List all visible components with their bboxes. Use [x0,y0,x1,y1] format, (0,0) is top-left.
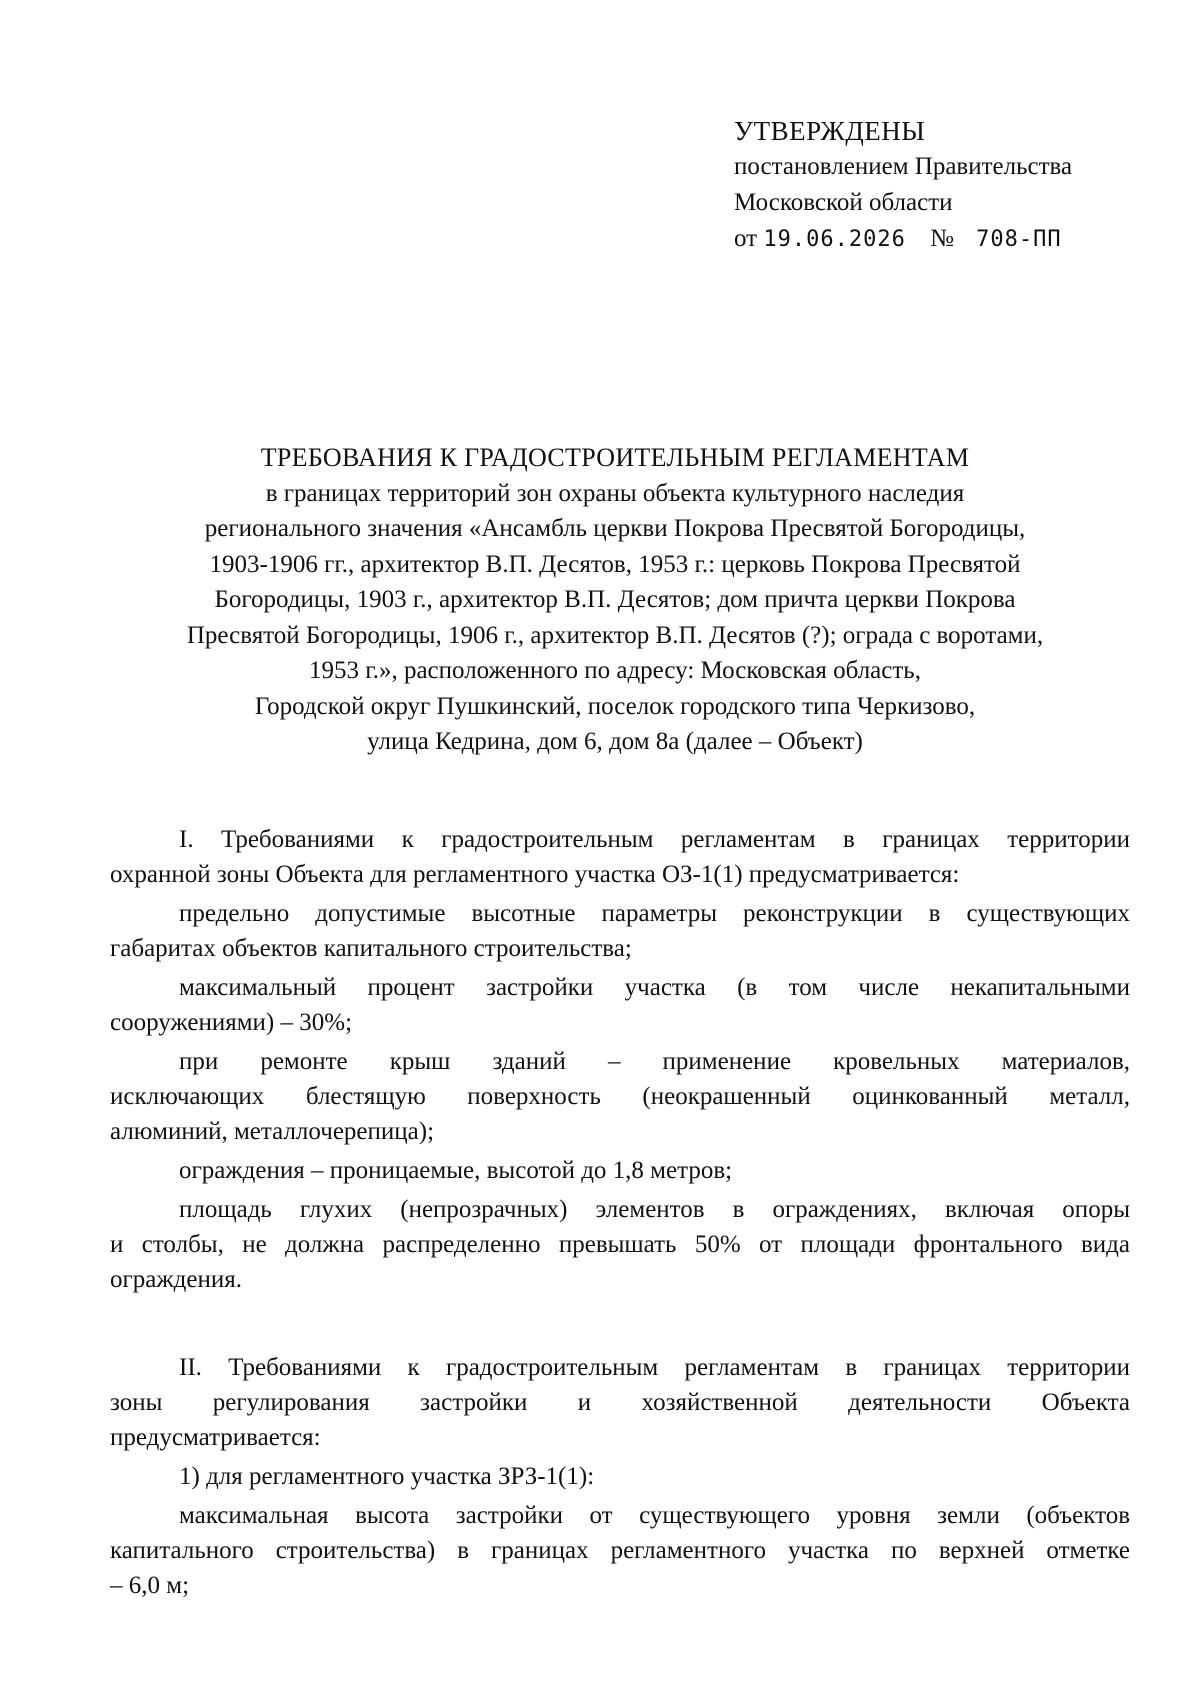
approval-line-2: Московской области [734,189,953,216]
approval-heading: УТВЕРЖДЕНЫ [734,116,926,146]
title-line: регионального значения «Ансамбль церкви Покрова Пресвятой Богородицы, [204,515,1026,542]
title-line: в границах территорий зон охраны объекта культурного наследия [265,479,965,507]
text-line: максимальный процент застройки участка (в том числе некапитальными [179,974,1130,1001]
text-line: предельно допустимые высотные параметры реконструкции в существующих [179,900,1130,927]
approval-block [734,113,1072,258]
text-line: ограждения. [110,1266,242,1293]
section-1-item [110,970,1130,1040]
text-line: капитального строительства) в границах регламентного участка по верхней отметке [110,1537,1130,1564]
approval-date-line [734,221,1072,258]
text-line: габаритах объектов капитального строительства; [110,935,632,962]
document-title [120,440,1110,760]
title-line: Пресвятой Богородицы, 1906 г., архитектор В.П. Десятов (?); ограда с воротами, [186,621,1044,649]
section-2-item [110,1498,1130,1603]
approval-number-sign: № [930,225,954,252]
text-line: площадь глухих (непрозрачных) элементов в ограждениях, включая опоры [179,1196,1130,1223]
text-line: зоны регулирования застройки и хозяйственной деятельности Объекта [110,1389,1130,1416]
text-line: алюминий, металлочерепица); [110,1118,435,1145]
approval-date-prefix: от [734,225,758,252]
section-1-item [110,896,1130,966]
approval-number: 708-ПП [976,227,1062,252]
text-line: предусматривается: [110,1424,321,1451]
title-line: Богородицы, 1903 г., архитектор В.П. Десятов; дом причта церкви Покрова [214,586,1016,613]
text-line: – 6,0 м; [110,1572,190,1599]
approval-line-1: постановлением Правительства [734,153,1073,180]
section-2-subhead [110,1459,1130,1494]
title-line: улица Кедрина, дом 6, дом 8а (далее – Объект) [367,728,863,755]
section-1-intro [110,822,1130,892]
title-main: ТРЕБОВАНИЯ К ГРАДОСТРОИТЕЛЬНЫМ РЕГЛАМЕНТАМ [260,443,970,472]
title-line: 1903-1906 гг., архитектор В.П. Десятов, 1953 г.: церковь Покрова Пресвятой [209,550,1021,578]
title-line: Городской округ Пушкинский, поселок городского типа Черкизово, [254,692,976,720]
section-1 [110,822,1130,1301]
text-line: сооружениями) – 30%; [110,1009,353,1036]
text-line: ограждения – проницаемые, высотой до 1,8 метров; [179,1157,733,1184]
text-line: охранной зоны Объекта для регламентного участка ОЗ-1(1) предусматривается: [110,861,960,888]
section-2-intro [110,1350,1130,1455]
approval-date: 19.06.2026 [763,227,906,252]
text-line: I. Требованиями к градостроительным регламентам в границах территории [179,826,1130,853]
text-line: II. Требованиями к градостроительным регламентам в границах территории [179,1354,1130,1381]
section-1-item [110,1192,1130,1297]
text-line: максимальная высота застройки от существующего уровня земли (объектов [179,1502,1130,1529]
section-1-item [110,1044,1130,1149]
section-2 [110,1350,1130,1607]
section-1-item [110,1153,1130,1188]
text-line: при ремонте крыш зданий – применение кровельных материалов, [179,1048,1130,1075]
text-line: 1) для регламентного участка ЗРЗ-1(1): [179,1463,595,1490]
title-line: 1953 г.», расположенного по адресу: Московская область, [309,657,921,684]
text-line: исключающих блестящую поверхность (неокрашенный оцинкованный металл, [110,1083,1130,1110]
text-line: и столбы, не должна распределенно превышать 50% от площади фронтального вида [110,1231,1130,1258]
